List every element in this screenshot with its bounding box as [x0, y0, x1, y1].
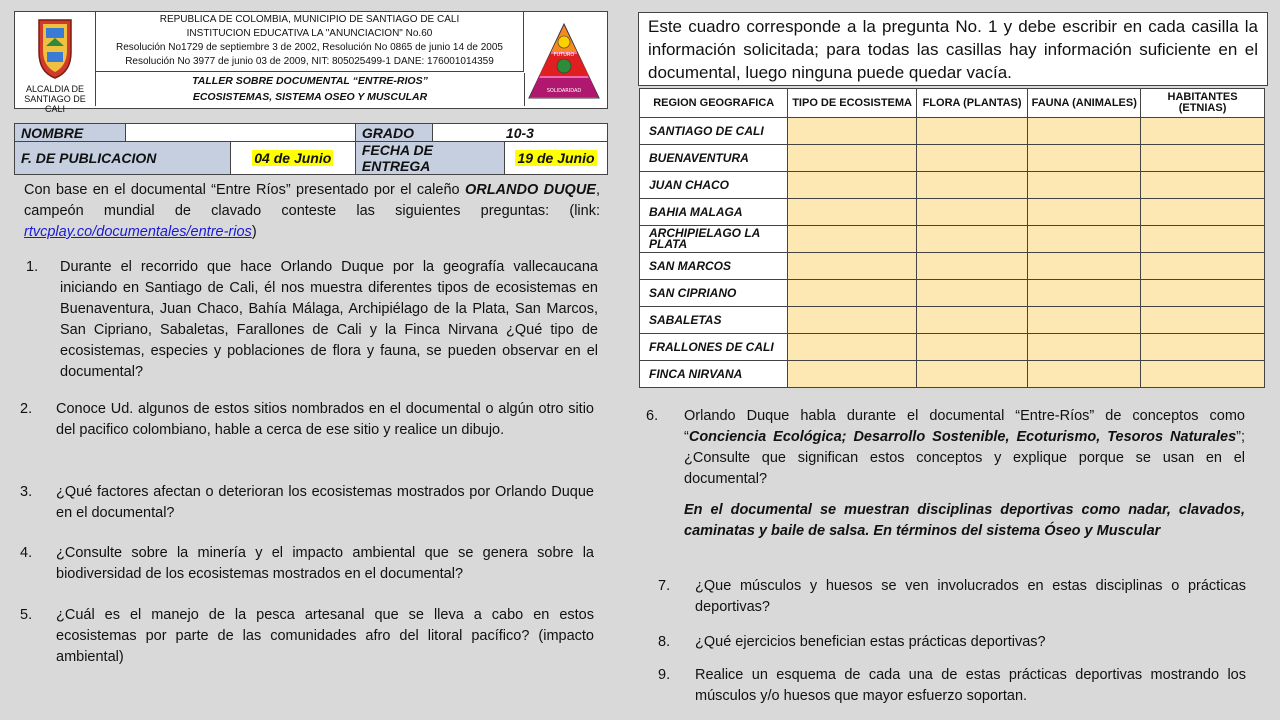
answer-cell[interactable] — [1141, 118, 1265, 145]
answer-cell[interactable] — [1141, 253, 1265, 280]
question-number: 1. — [26, 259, 39, 275]
question-number: 7. — [658, 578, 671, 594]
answer-cell[interactable] — [916, 145, 1028, 172]
question-3 — [20, 482, 596, 524]
table-row — [640, 334, 1265, 361]
question-9 — [658, 665, 1246, 707]
question-4 — [20, 543, 596, 585]
region-name: BUENAVENTURA — [640, 145, 788, 172]
question-number: 4. — [20, 545, 33, 561]
answer-cell[interactable] — [788, 334, 916, 361]
documentary-link[interactable]: rtvcplay.co/documentales/entre-rios — [24, 224, 252, 240]
question-text: ¿Cuál es el manejo de la pesca artesanal que se lleva a cabo en estos ecosistemas por parte de las comunidades afro del litoral pacífico? (impacto ambiental) — [56, 607, 594, 665]
student-info-table — [14, 123, 608, 175]
answer-cell[interactable] — [788, 172, 916, 199]
region-name: SABALETAS — [640, 307, 788, 334]
question-6 — [646, 406, 1246, 490]
intro-text-3: ) — [251, 224, 257, 240]
pyramid-bottom-label: SOLIDARIDAD — [546, 88, 582, 94]
question-text: ¿Que músculos y huesos se ven involucrados en estas disciplinas o prácticas deportivas? — [695, 578, 1246, 615]
answer-cell[interactable] — [1141, 226, 1265, 253]
answer-cell[interactable] — [1028, 334, 1141, 361]
coat-of-arms-icon — [35, 16, 75, 80]
column-header: FAUNA (ANIMALES) — [1028, 89, 1141, 118]
table-row — [640, 280, 1265, 307]
header-line-1: REPUBLICA DE COLOMBIA, MUNICIPIO DE SANTIAGO DE CALI — [159, 14, 460, 25]
q6-concepts: Conciencia Ecológica; Desarrollo Sostenible, Ecoturismo, Tesoros Naturales — [688, 429, 1237, 445]
due-date-label: FECHA DE ENTREGA — [355, 142, 504, 175]
due-date-cell — [505, 142, 608, 175]
column-header: HABITANTES (ETNIAS) — [1141, 89, 1265, 118]
question-8 — [658, 632, 1246, 653]
answer-cell[interactable] — [1028, 199, 1141, 226]
publication-date-cell — [230, 142, 355, 175]
pyramid-top-label: FUTURO — [553, 52, 575, 58]
question-5 — [20, 605, 596, 668]
table-row — [640, 199, 1265, 226]
sports-statement: En el documental se muestran disciplinas deportivas como nadar, clavados, caminatas y baile de salsa. En términos del sistema Óseo y Muscular — [684, 502, 1245, 539]
column-header: FLORA (PLANTAS) — [916, 89, 1028, 118]
question-number: 5. — [20, 607, 33, 623]
question-text: ¿Consulte sobre la minería y el impacto ambiental que se genera sobre la biodiversidad de los ecosistemas mostrados en el documental? — [56, 545, 594, 582]
answer-cell[interactable] — [916, 118, 1028, 145]
answer-cell[interactable] — [1141, 145, 1265, 172]
answer-cell[interactable] — [916, 226, 1028, 253]
answer-cell[interactable] — [1141, 280, 1265, 307]
workshop-title — [96, 73, 525, 106]
q6-text-2: ”; ¿Consulte que significan estos conceptos y explique porque se usan en el documental? — [684, 429, 1245, 487]
values-pyramid-icon — [527, 22, 601, 102]
question-text: Conoce Ud. algunos de estos sitios nombrados en el documental o algún otro sitio del pacifico colombiano, hable a cerca de ese sitio y realice un dibujo. — [56, 401, 594, 438]
intro-paragraph — [24, 180, 600, 243]
table-row — [640, 307, 1265, 334]
answer-cell[interactable] — [1028, 226, 1141, 253]
question-text: ¿Qué factores afectan o deterioran los ecosistemas mostrados por Orlando Duque en el documental? — [56, 484, 594, 521]
question-text: Durante el recorrido que hace Orlando Duque por la geografía vallecaucana iniciando en Santiago de Cali, él nos muestra diferentes tipos de ecosistemas en Buenaventura, Juan Chaco, Bahía Málaga, Archipiélago de la Plata, San Marcos, San Cipriano, Sabaletas, Farallones de Cali y la Finca Nirvana ¿Qué tipo de ecosistemas, especies y poblaciones de flora y fauna, se pueden observar en el documental? — [60, 259, 598, 380]
answer-cell[interactable] — [788, 280, 916, 307]
region-name: ARCHIPIELAGO LA PLATA — [640, 226, 788, 253]
column-header: TIPO DE ECOSISTEMA — [788, 89, 916, 118]
answer-cell[interactable] — [916, 172, 1028, 199]
region-name: FINCA NIRVANA — [640, 361, 788, 388]
region-name: FRALLONES DE CALI — [640, 334, 788, 361]
ecosystem-table — [639, 88, 1265, 388]
table-row — [640, 145, 1265, 172]
workshop-title-line-1: TALLER SOBRE DOCUMENTAL “ENTRE-RIOS” — [192, 75, 428, 87]
question-text: ¿Qué ejercicios benefician estas prácticas deportivas? — [695, 634, 1046, 650]
intro-text-2: , campeón mundial de clavado conteste las siguientes preguntas: (link: — [24, 182, 601, 219]
column-header: REGION GEOGRAFICA — [640, 89, 788, 118]
answer-cell[interactable] — [916, 334, 1028, 361]
answer-cell[interactable] — [1028, 307, 1141, 334]
logo-cell — [15, 12, 96, 114]
table-row — [640, 226, 1265, 253]
question-number: 8. — [658, 634, 671, 650]
region-name: SAN CIPRIANO — [640, 280, 788, 307]
answer-cell[interactable] — [1141, 172, 1265, 199]
answer-cell[interactable] — [1028, 280, 1141, 307]
answer-cell[interactable] — [1141, 199, 1265, 226]
answer-cell[interactable] — [788, 199, 916, 226]
answer-cell[interactable] — [916, 361, 1028, 388]
answer-cell[interactable] — [788, 253, 916, 280]
answer-cell[interactable] — [1028, 253, 1141, 280]
answer-cell[interactable] — [1141, 307, 1265, 334]
intro-text-1: Con base en el documental “Entre Ríos” presentado por el caleño — [24, 182, 465, 198]
answer-cell[interactable] — [916, 199, 1028, 226]
question-number: 3. — [20, 484, 33, 500]
region-name: SANTIAGO DE CALI — [640, 118, 788, 145]
answer-cell[interactable] — [916, 280, 1028, 307]
question-number: 6. — [646, 408, 659, 424]
nombre-field[interactable] — [126, 124, 356, 142]
question-number: 2. — [20, 401, 33, 417]
question-1 — [24, 257, 600, 383]
region-name: JUAN CHACO — [640, 172, 788, 199]
answer-cell[interactable] — [1028, 118, 1141, 145]
question-7 — [658, 576, 1246, 618]
answer-cell[interactable] — [1141, 361, 1265, 388]
answer-cell[interactable] — [916, 253, 1028, 280]
question-number: 9. — [658, 667, 671, 683]
intro-name: ORLANDO DUQUE — [464, 182, 596, 198]
answer-cell[interactable] — [788, 307, 916, 334]
institution-info — [96, 12, 524, 72]
answer-cell[interactable] — [788, 361, 916, 388]
question-text — [684, 406, 1245, 490]
question-text: Realice un esquema de cada una de estas prácticas deportivas mostrando los músculos y/o huesos que mayor esfuerzo soportan. — [695, 667, 1246, 704]
answer-cell[interactable] — [788, 145, 916, 172]
answer-cell[interactable] — [916, 307, 1028, 334]
answer-cell[interactable] — [1028, 145, 1141, 172]
answer-cell[interactable] — [1028, 361, 1141, 388]
header-line-2: INSTITUCION EDUCATIVA LA "ANUNCIACION" No.60 — [186, 28, 433, 39]
table-row — [640, 253, 1265, 280]
publication-date-value: 04 de Junio — [254, 150, 332, 166]
grado-label: GRADO — [355, 124, 432, 142]
logo-caption: ALCALDIA DE SANTIAGO DE CALI — [24, 84, 86, 114]
document-header — [14, 11, 608, 114]
workshop-title-line-2: ECOSISTEMAS, SISTEMA OSEO Y MUSCULAR — [192, 91, 428, 103]
answer-cell[interactable] — [1028, 172, 1141, 199]
q6-text-1: Orlando Duque habla durante el documental “Entre-Ríos” de conceptos como “ — [684, 408, 1245, 445]
header-line-3: Resolución No1729 de septiembre 3 de 2002, Resolución No 0865 de junio 14 de 2005 — [116, 42, 503, 53]
grado-value: 10-3 — [432, 124, 607, 142]
nombre-label: NOMBRE — [15, 124, 126, 142]
answer-cell[interactable] — [1141, 334, 1265, 361]
question-2 — [20, 399, 596, 441]
publication-date-label: F. DE PUBLICACION — [15, 142, 231, 175]
table-row — [640, 172, 1265, 199]
table-row — [640, 118, 1265, 145]
region-name: BAHIA MALAGA — [640, 199, 788, 226]
answer-cell[interactable] — [788, 226, 916, 253]
due-date-value: 19 de Junio — [517, 150, 595, 166]
instruction-box: Este cuadro corresponde a la pregunta No. 1 y debe escribir en cada casilla la información solicitada; para todas las casillas hay información suficiente en el documental, luego ninguna puede quedar vacía. — [638, 12, 1268, 86]
table-row — [640, 361, 1265, 388]
answer-cell[interactable] — [788, 118, 916, 145]
region-name: SAN MARCOS — [640, 253, 788, 280]
header-line-4: Resolución No 3977 de junio 03 de 2009, NIT: 805025499-1 DANE: 176001014359 — [125, 56, 494, 67]
